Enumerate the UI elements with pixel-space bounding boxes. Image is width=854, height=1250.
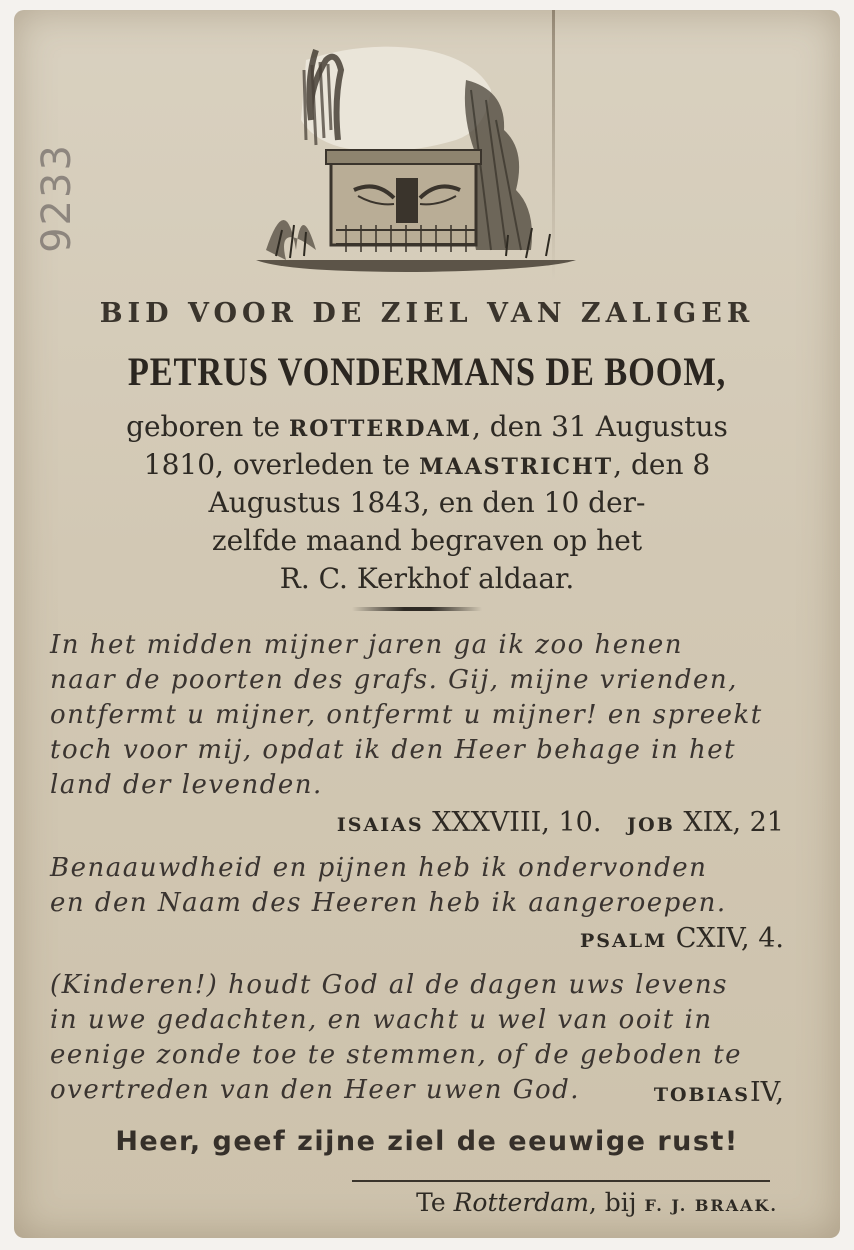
closing-prayer: Heer, geef zijne ziel de eeuwige rust! [115,1126,739,1157]
bio-line-5: R. C. Kerkhof aldaar. [279,562,575,595]
printer-prefix: Te [416,1188,446,1217]
death-place: MAASTRICHT [419,454,614,480]
deceased-name: PETRUS VONDERMANS DE BOOM, [127,349,727,394]
archive-number [22,120,92,270]
quote1-line: land der levenden. [50,770,323,800]
bio-line-2 [14,448,840,481]
quote2-line: en den Naam des Heeren heb ik aangeroepen. [50,888,727,918]
ornamental-divider [352,607,482,611]
ref-number: XXXVIII, 10. [432,807,602,838]
bio-text: , den 31 Augustus [471,410,728,443]
ref-number: IV, [749,1077,784,1108]
quote2-line: Benaauwdheid en pijnen heb ik ondervonden [50,853,708,883]
prayer-heading: BID VOOR DE ZIEL VAN ZALIGER [99,298,755,329]
bio-text: 1810, overleden te [143,448,411,481]
ref-book: JOB [627,814,675,836]
quote1-reference [337,807,784,838]
footer-rule [352,1180,770,1182]
quote3-line: (Kinderen!) houdt God al de dagen uws levens [50,970,728,1000]
printer-imprint [416,1188,778,1217]
quote1-line: naar de poorten des grafs. Gij, mijne vrienden, [50,665,738,695]
quote3-line: in uwe gedachten, en wacht u wel van ooit in [50,1005,713,1035]
bio-text: geboren te [126,410,281,443]
quote3-line: overtreden van den Heer uwen God. [50,1075,581,1105]
quote1-line: toch voor mij, opdat ik den Heer behage in het [50,735,737,765]
ref-book: PSALM [579,930,668,952]
bio-line-3: Augustus 1843, en den 10 der- [208,486,646,519]
quote1-line: In het midden mijner jaren ga ik zoo henen [50,630,684,660]
ref-number: XIX, 21 [683,807,784,838]
ref-number: CXIV, 4. [675,923,784,954]
quote1-line: ontfermt u mijner, ontfermt u mijner! en spreekt [50,700,763,730]
bio-line-4: zelfde maand begraven op het [211,524,643,557]
tomb-engraving-illustration [246,20,586,282]
bio-line-1 [14,410,840,443]
ref-book: TOBIAS [653,1084,750,1106]
printer-name: F. J. BRAAK. [644,1196,778,1215]
ref-book: ISAIAS [336,814,424,836]
printer-by: , bij [588,1188,637,1217]
bio-text: , den 8 [613,448,711,481]
quote2-reference [580,923,784,954]
archive-number-text: 9233 [34,143,80,253]
quote3-reference [654,1077,784,1108]
quote3-line: eenige zonde toe te stemmen, of de geboden te [50,1040,743,1070]
printer-city: Rotterdam [453,1188,589,1217]
birth-place: ROTTERDAM [288,416,472,442]
memorial-card [14,10,840,1238]
